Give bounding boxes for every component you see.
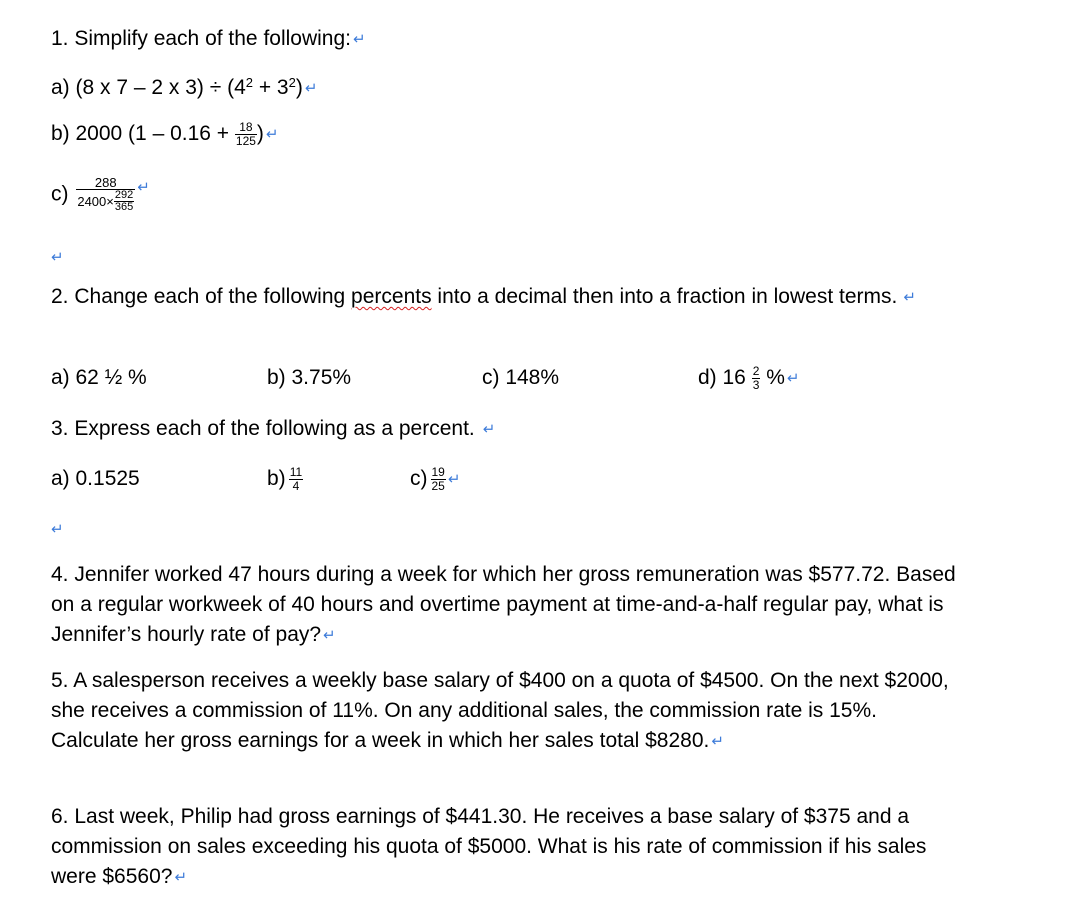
complex-fraction: 288 2400× $\frac{292}{365}$ xyxy=(77,175,134,213)
paragraph-mark-icon: ↵ xyxy=(353,31,366,48)
paragraph-mark-icon: ↵ xyxy=(51,521,64,538)
q3-part-b: b) $\frac{11}{4}$ xyxy=(267,465,303,493)
paragraph-mark-icon: ↵ xyxy=(903,289,916,306)
fraction-292-365: $\frac{292}{365}$ xyxy=(114,189,134,213)
fraction-18-125: $\frac{18}{125}$ xyxy=(235,120,256,148)
paragraph-mark-icon: ↵ xyxy=(323,627,336,644)
q3-part-c: c) $\frac{19}{25}$ ↵ xyxy=(410,465,461,493)
paragraph-mark-icon: ↵ xyxy=(51,249,64,266)
q3-heading: 3. Express each of the following as a percent. ↵ xyxy=(51,417,496,440)
paragraph-mark-icon: ↵ xyxy=(304,80,318,97)
q2-part-b: b) 3.75% xyxy=(267,366,352,389)
paragraph-mark-icon: ↵ xyxy=(137,179,150,197)
q5-paragraph: 5. A salesperson receives a weekly base salary of $400 on a quota of $4500. On the next $2000, she receives a commission of 11%. On any additional sales, the commission rate is 15%. Calculate her gross earnings for a week in which her sales total $8280. ↵ xyxy=(51,669,949,752)
q1-part-b: b) 2000 (1 – 0.16 + $\frac{18}{125}$ ) ↵ xyxy=(51,120,279,148)
blank-line-1 xyxy=(51,244,64,271)
fraction-19-25: $\frac{19}{25}$ xyxy=(431,465,445,493)
q2-part-d: d) 16 $\frac{2}{3}$ % ↵ xyxy=(698,364,800,392)
paragraph-mark-icon: ↵ xyxy=(786,370,800,388)
q3-part-a: a) 0.1525 xyxy=(51,467,140,490)
q4-paragraph: 4. Jennifer worked 47 hours during a week for which her gross remuneration was $577.72. Based on a regular workweek of 40 hours and overtime payment at time-and-a-half regular pay, what is Jennifer’s hourly rate of pay? ↵ xyxy=(51,563,956,646)
q2-part-a: a) 62 ½ % xyxy=(51,366,147,389)
q2-heading: 2. Change each of the following percents into a decimal then into a fraction in lowest terms. ↵ xyxy=(51,285,916,308)
paragraph-mark-icon: ↵ xyxy=(711,733,724,750)
q1-heading: 1. Simplify each of the following: ↵ xyxy=(51,27,366,50)
paragraph-mark-icon: ↵ xyxy=(265,126,279,144)
blank-line-2 xyxy=(51,516,64,543)
q6-paragraph: 6. Last week, Philip had gross earnings of $441.30. He receives a base salary of $375 and a commission on sales exceeding his quota of $5000. What is his rate of commission if his sales were $6560? ↵ xyxy=(51,805,927,888)
paragraph-mark-icon: ↵ xyxy=(482,421,496,438)
paragraph-mark-icon: ↵ xyxy=(174,869,188,886)
q1-part-a: a) (8 x 7 – 2 x $3) \div (4^2 + 3^2)$ ↵ xyxy=(51,75,318,99)
spelling-flagged-word[interactable]: percents xyxy=(351,285,432,308)
q2-part-c: c) 148% xyxy=(482,366,560,389)
fraction-2-3: $\frac{2}{3}$ xyxy=(752,364,760,392)
q1-part-c: c) 288 2400× $\frac{292}{365}$ ↵ xyxy=(51,175,150,213)
paragraph-mark-icon: ↵ xyxy=(447,471,461,489)
fraction-11-4: $\frac{11}{4}$ xyxy=(289,465,303,493)
